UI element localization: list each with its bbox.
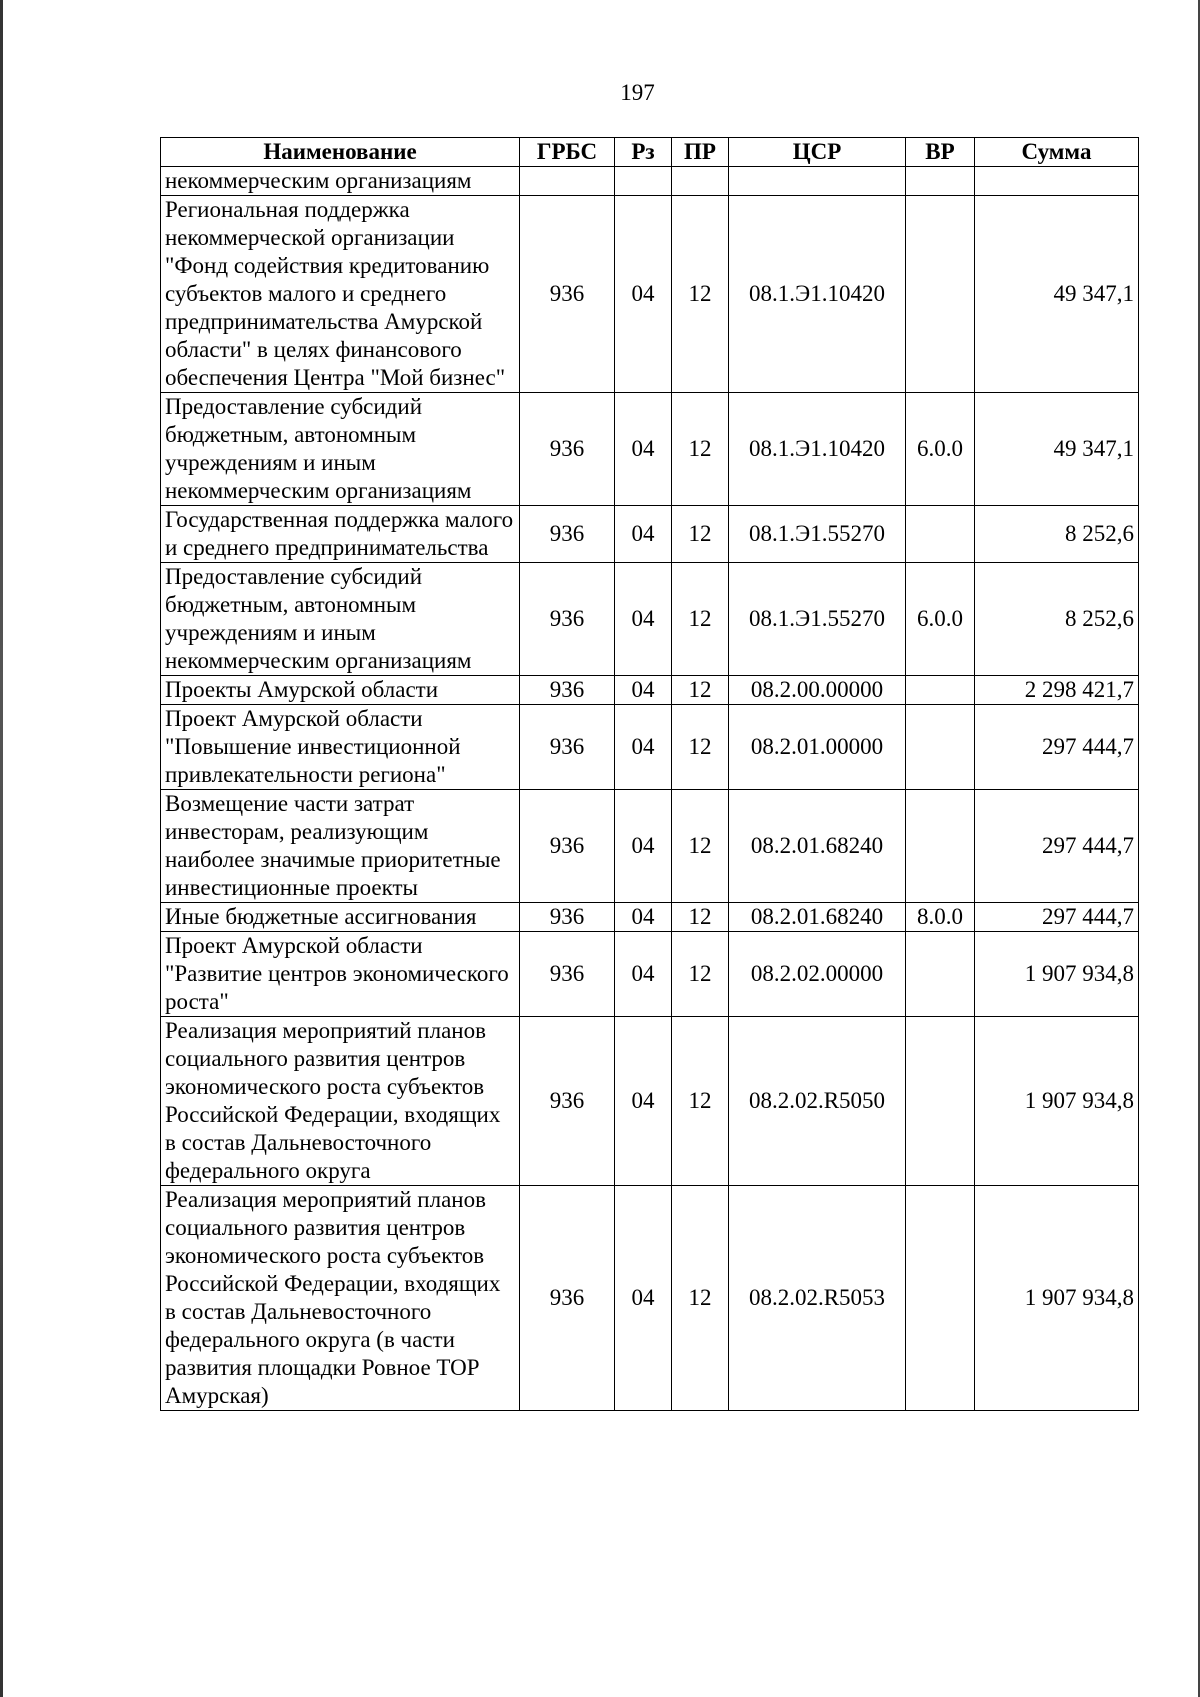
cell-pr: 12: [672, 196, 729, 393]
cell-name: Государственная поддержка малого и среднего предпринимательства: [161, 506, 520, 563]
cell-csr: 08.1.Э1.55270: [729, 506, 906, 563]
cell-rz: 04: [615, 932, 672, 1017]
table-row: [161, 1017, 1139, 1186]
cell-name: Предоставление субсидий бюджетным, автономным учреждениям и иным некоммерческим организациям: [161, 393, 520, 506]
cell-grbs: 936: [520, 932, 615, 1017]
cell-sum: 1 907 934,8: [975, 1017, 1139, 1186]
cell-vr: [906, 705, 975, 790]
cell-grbs: 936: [520, 506, 615, 563]
cell-sum: 1 907 934,8: [975, 1186, 1139, 1411]
cell-grbs: 936: [520, 676, 615, 705]
cell-rz: 04: [615, 1186, 672, 1411]
cell-name: Реализация мероприятий планов социального развития центров экономического роста субъектов Российской Федерации, входящих в состав Дальневосточного федерального округа (в части развития площадки Ровное ТОР Амурская): [161, 1186, 520, 1411]
cell-csr: 08.2.02.R5050: [729, 1017, 906, 1186]
table-row: [161, 506, 1139, 563]
cell-rz: 04: [615, 790, 672, 903]
cell-csr: 08.1.Э1.55270: [729, 563, 906, 676]
table-row: [161, 705, 1139, 790]
cell-grbs: 936: [520, 903, 615, 932]
cell-csr: 08.1.Э1.10420: [729, 393, 906, 506]
cell-grbs: 936: [520, 705, 615, 790]
cell-name: Предоставление субсидий бюджетным, автономным учреждениям и иным некоммерческим организациям: [161, 563, 520, 676]
scan-edge-left: [0, 0, 3, 1697]
cell-vr: [906, 932, 975, 1017]
cell-sum: 297 444,7: [975, 705, 1139, 790]
cell-pr: 12: [672, 1186, 729, 1411]
cell-rz: 04: [615, 1017, 672, 1186]
cell-grbs: 936: [520, 393, 615, 506]
cell-pr: 12: [672, 506, 729, 563]
cell-pr: 12: [672, 932, 729, 1017]
table-row: [161, 563, 1139, 676]
cell-name: Иные бюджетные ассигнования: [161, 903, 520, 932]
cell-name: Проект Амурской области "Развитие центров экономического роста": [161, 932, 520, 1017]
table-row: [161, 196, 1139, 393]
table-row: [161, 1186, 1139, 1411]
cell-name: некоммерческим организациям: [161, 167, 520, 196]
cell-sum: 2 298 421,7: [975, 676, 1139, 705]
cell-sum: 297 444,7: [975, 790, 1139, 903]
cell-rz: 04: [615, 676, 672, 705]
cell-pr: 12: [672, 903, 729, 932]
cell-csr: 08.1.Э1.10420: [729, 196, 906, 393]
header-name: Наименование: [161, 138, 520, 167]
header-pr: ПР: [672, 138, 729, 167]
cell-grbs: 936: [520, 196, 615, 393]
header-vr: ВР: [906, 138, 975, 167]
cell-grbs: 936: [520, 790, 615, 903]
cell-vr: [906, 167, 975, 196]
table-row: [161, 676, 1139, 705]
cell-rz: [615, 167, 672, 196]
cell-grbs: [520, 167, 615, 196]
cell-name: Региональная поддержка некоммерческой организации "Фонд содействия кредитованию субъектов малого и среднего предпринимательства Амурской области" в целях финансового обеспечения Центра "Мой бизнес": [161, 196, 520, 393]
cell-grbs: 936: [520, 563, 615, 676]
cell-vr: 6.0.0: [906, 563, 975, 676]
page-number: 197: [620, 80, 655, 105]
cell-name: Проект Амурской области "Повышение инвестиционной привлекательности региона": [161, 705, 520, 790]
cell-pr: 12: [672, 393, 729, 506]
cell-vr: [906, 1186, 975, 1411]
cell-vr: [906, 506, 975, 563]
budget-table: [160, 137, 1139, 1411]
cell-rz: 04: [615, 705, 672, 790]
table-row: [161, 903, 1139, 932]
cell-sum: 1 907 934,8: [975, 932, 1139, 1017]
header-csr: ЦСР: [729, 138, 906, 167]
table-row: [161, 167, 1139, 196]
cell-pr: 12: [672, 1017, 729, 1186]
cell-name: Реализация мероприятий планов социального развития центров экономического роста субъектов Российской Федерации, входящих в состав Дальневосточного федерального округа: [161, 1017, 520, 1186]
cell-rz: 04: [615, 196, 672, 393]
cell-pr: [672, 167, 729, 196]
header-sum: Сумма: [975, 138, 1139, 167]
cell-grbs: 936: [520, 1186, 615, 1411]
cell-pr: 12: [672, 563, 729, 676]
cell-pr: 12: [672, 790, 729, 903]
header-grbs: ГРБС: [520, 138, 615, 167]
table-row: [161, 393, 1139, 506]
cell-pr: 12: [672, 705, 729, 790]
cell-vr: [906, 790, 975, 903]
table-header-row: [161, 138, 1139, 167]
cell-csr: 08.2.00.00000: [729, 676, 906, 705]
cell-csr: 08.2.01.68240: [729, 790, 906, 903]
cell-vr: [906, 196, 975, 393]
cell-sum: 297 444,7: [975, 903, 1139, 932]
cell-pr: 12: [672, 676, 729, 705]
cell-sum: 8 252,6: [975, 563, 1139, 676]
cell-rz: 04: [615, 393, 672, 506]
table-row: [161, 790, 1139, 903]
cell-vr: 8.0.0: [906, 903, 975, 932]
cell-rz: 04: [615, 506, 672, 563]
cell-sum: [975, 167, 1139, 196]
cell-name: Проекты Амурской области: [161, 676, 520, 705]
cell-rz: 04: [615, 563, 672, 676]
table-row: [161, 932, 1139, 1017]
cell-sum: 49 347,1: [975, 393, 1139, 506]
cell-csr: [729, 167, 906, 196]
cell-vr: [906, 1017, 975, 1186]
cell-csr: 08.2.02.R5053: [729, 1186, 906, 1411]
cell-rz: 04: [615, 903, 672, 932]
cell-name: Возмещение части затрат инвесторам, реализующим наиболее значимые приоритетные инвестиционные проекты: [161, 790, 520, 903]
cell-sum: 49 347,1: [975, 196, 1139, 393]
cell-vr: [906, 676, 975, 705]
cell-sum: 8 252,6: [975, 506, 1139, 563]
cell-csr: 08.2.01.68240: [729, 903, 906, 932]
cell-csr: 08.2.01.00000: [729, 705, 906, 790]
cell-vr: 6.0.0: [906, 393, 975, 506]
header-rz: Рз: [615, 138, 672, 167]
cell-grbs: 936: [520, 1017, 615, 1186]
cell-csr: 08.2.02.00000: [729, 932, 906, 1017]
